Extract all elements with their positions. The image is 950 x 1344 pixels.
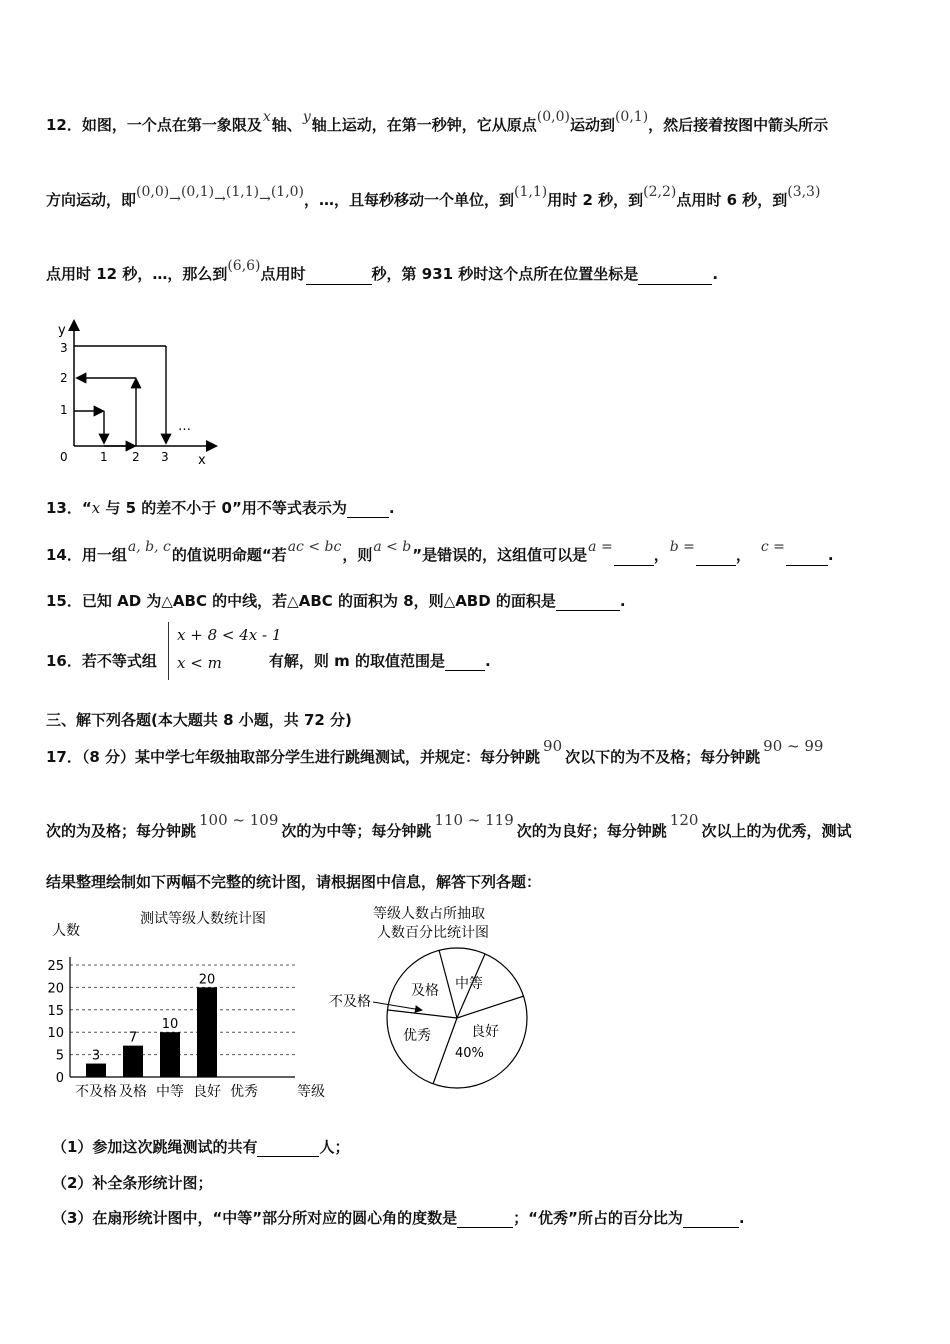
answer-blank[interactable] <box>257 1140 319 1157</box>
math-point: (0,0) <box>136 184 170 200</box>
q17-sub1 <box>52 1137 349 1157</box>
bar-chart-title: 测试等级人数统计图 <box>140 911 266 927</box>
q12-text: 点用时 <box>260 265 306 283</box>
q16-text: 有解，则 m 的取值范围是 <box>268 652 445 670</box>
math-point: (0,1) <box>614 109 649 125</box>
q13 <box>46 498 395 518</box>
q17-text: 结果整理绘制如下两幅不完整的统计图，请根据图中信息，解答下列各题： <box>46 873 542 891</box>
bar-1 <box>123 1046 143 1077</box>
math-conclusion: a < b <box>373 539 412 555</box>
bar-chart-ylabel: 人数 <box>52 923 80 939</box>
q12-text: 秒，第 931 秒时这个点所在位置坐标是 <box>371 265 639 283</box>
pie-label-lianghao: 良好 <box>471 1024 499 1040</box>
bar-chart <box>40 905 325 1105</box>
arrow: → <box>214 191 226 207</box>
q12-text: 点用时 12 秒，…，那么到 <box>46 265 228 283</box>
answer-blank[interactable] <box>683 1211 739 1228</box>
math-range: 100 ~ 109 <box>199 811 279 829</box>
inequality-2: x < m <box>177 654 222 672</box>
arrow: → <box>169 191 181 207</box>
math-point: (0,1) <box>180 184 215 200</box>
bar-value-label: 7 <box>128 1030 138 1046</box>
q13-text: 13．“ <box>46 499 92 517</box>
q12-text: 方向运动，即 <box>46 191 137 209</box>
q17-text: （2）补全条形统计图； <box>52 1174 213 1192</box>
q17-text: 17．（8 分）某中学七年级抽取部分学生进行跳绳测试，并规定：每分钟跳 <box>46 748 541 766</box>
q12-grid-figure <box>50 318 230 468</box>
q14-text: 的值说明命题“若 <box>171 546 287 564</box>
x-category-label: 及格 <box>119 1084 147 1100</box>
pie-chart <box>325 900 555 1100</box>
answer-blank[interactable] <box>457 1211 513 1228</box>
q12-text: 12．如图，一个点在第一象限及 <box>46 116 262 134</box>
path-arrows <box>74 346 166 446</box>
pie-label-bujige: 不及格 <box>329 994 371 1010</box>
answer-blank-b[interactable] <box>696 549 736 566</box>
q14-text: ”是错误的，这组值可以是 <box>412 546 588 564</box>
math-c: c = <box>760 539 785 555</box>
y-tick-label: 25 <box>47 959 64 974</box>
q17-line3 <box>46 872 541 892</box>
q17-text: 次以下的为不及格；每分钟跳 <box>565 748 761 766</box>
answer-blank[interactable] <box>347 501 389 518</box>
q12-line1 <box>46 109 829 136</box>
answer-blank[interactable] <box>638 268 712 285</box>
x-tick: 2 <box>132 450 140 464</box>
x-category-label: 良好 <box>193 1084 221 1100</box>
q16-text: . <box>484 652 491 670</box>
answer-blank[interactable] <box>445 654 485 671</box>
math-point: (6,6) <box>227 258 261 274</box>
y-tick: 3 <box>60 341 68 355</box>
q13-text: 与 5 的差不小于 0”用不等式表示为 <box>100 499 347 517</box>
y-tick-label: 0 <box>55 1071 64 1086</box>
x-tick: 0 <box>60 450 68 464</box>
pie-chart-title-line1: 等级人数占所抽取 <box>373 906 485 922</box>
math-vars: a, b, c <box>127 539 171 555</box>
bar-chart-xlabel: 等级 <box>297 1084 325 1100</box>
y-tick: 2 <box>60 371 68 385</box>
bar-3 <box>197 987 217 1077</box>
q14-text: 14．用一组 <box>46 546 127 564</box>
x-tick: 1 <box>100 450 108 464</box>
pie-label-percent: 40% <box>455 1046 484 1061</box>
inequality-system <box>168 622 289 680</box>
math-number: 120 <box>669 811 699 829</box>
section-title: 三、解下列各题(本大题共 8 小题，共 72 分) <box>46 711 352 729</box>
q12-text: ，然后接着按图中箭头所示 <box>648 116 829 134</box>
y-tick-label: 5 <box>55 1048 64 1064</box>
pie-label-zhongdeng: 中等 <box>455 976 483 992</box>
q14-text: . <box>827 546 834 564</box>
pie-label-jige: 及格 <box>411 983 439 999</box>
pie-chart-title-line2: 人数百分比统计图 <box>377 925 489 941</box>
q12-line2 <box>46 184 821 211</box>
x-category-label: 中等 <box>156 1084 184 1100</box>
math-point: (2,2) <box>643 184 677 200</box>
bar-0 <box>86 1064 106 1077</box>
y-tick-label: 20 <box>47 981 64 997</box>
ellipsis: … <box>178 419 191 434</box>
y-axis-label: y <box>58 323 66 338</box>
q17-text: 次的为及格；每分钟跳 <box>46 822 197 840</box>
bar-value-label: 20 <box>198 972 216 988</box>
answer-blank-a[interactable] <box>614 549 654 566</box>
q14-text: ， <box>735 546 751 564</box>
math-condition: ac < bc <box>287 539 342 555</box>
q14-text: ， <box>653 546 669 564</box>
answer-blank[interactable] <box>306 268 372 285</box>
q12-text: 轴、 <box>271 116 302 134</box>
q17-text: . <box>738 1209 745 1227</box>
q17-text: 次的为良好；每分钟跳 <box>516 822 667 840</box>
q15-text: . <box>619 592 626 610</box>
math-point: (1,1) <box>514 184 548 200</box>
q14 <box>46 539 834 566</box>
math-x: x <box>91 499 101 517</box>
q17-text: ；“优秀”所占的百分比为 <box>513 1209 683 1227</box>
q12-text: 点用时 6 秒，到 <box>676 191 788 209</box>
x-category-label: 不及格 <box>75 1084 117 1100</box>
math-x: x <box>262 109 271 125</box>
pie-dividers <box>388 950 524 1084</box>
q17-sub3 <box>52 1208 745 1228</box>
bar-2 <box>160 1032 180 1077</box>
q12-text: 用时 2 秒，到 <box>547 191 644 209</box>
q12-text: 运动到 <box>569 116 615 134</box>
x-axis-label: x <box>198 453 206 468</box>
arrow: → <box>259 191 271 207</box>
q17-line1 <box>46 737 826 767</box>
math-range: 110 ~ 119 <box>434 811 514 829</box>
q14-text: ，则 <box>342 546 373 564</box>
q17-line2 <box>46 811 852 841</box>
math-range: 90 ~ 99 <box>763 737 824 755</box>
q17-text: 次的为中等；每分钟跳 <box>281 822 432 840</box>
y-tick-label: 15 <box>47 1003 64 1019</box>
q17-text: 次以上的为优秀，测试 <box>701 822 852 840</box>
math-point: (3,3) <box>787 184 821 200</box>
q17-sub2 <box>52 1173 212 1193</box>
bar-value-label: 3 <box>91 1048 101 1064</box>
q17-text: 人； <box>319 1138 350 1156</box>
q13-text: . <box>388 499 395 517</box>
answer-blank[interactable] <box>556 594 620 611</box>
math-point: (0,0) <box>536 109 570 125</box>
q12-text: . <box>712 265 719 283</box>
x-tick: 3 <box>161 450 169 464</box>
math-point: (1,0) <box>270 184 305 200</box>
math-y: y <box>302 109 311 125</box>
q17-text: （3）在扇形统计图中，“中等”部分所对应的圆心角的度数是 <box>52 1209 458 1227</box>
math-b: b = <box>669 539 695 555</box>
q15-text: 15．已知 AD 为△ABC 的中线，若△ABC 的面积为 8，则△ABD 的面积是 <box>46 592 556 610</box>
y-tick: 1 <box>60 403 68 417</box>
q16-text: 16．若不等式组 <box>46 652 157 670</box>
section-heading <box>46 710 352 730</box>
pie-label-youxiu: 优秀 <box>403 1028 431 1044</box>
inequality-1: x + 8 < 4x - 1 <box>177 626 282 644</box>
q17-text: （1）参加这次跳绳测试的共有 <box>52 1138 258 1156</box>
bar-value-label: 10 <box>161 1017 179 1033</box>
q15 <box>46 591 626 611</box>
x-category-label: 优秀 <box>230 1084 258 1100</box>
q12-text: 轴上运动，在第一秒钟，它从原点 <box>311 116 537 134</box>
q12-text: ，…，且每秒移动一个单位，到 <box>304 191 515 209</box>
math-a: a = <box>588 539 613 555</box>
bujige-pointer <box>373 1002 421 1010</box>
math-point: (1,1) <box>225 184 260 200</box>
q12-line3 <box>46 258 719 285</box>
answer-blank-c[interactable] <box>786 549 828 566</box>
math-number: 90 <box>543 737 563 755</box>
y-tick-label: 10 <box>47 1026 64 1042</box>
